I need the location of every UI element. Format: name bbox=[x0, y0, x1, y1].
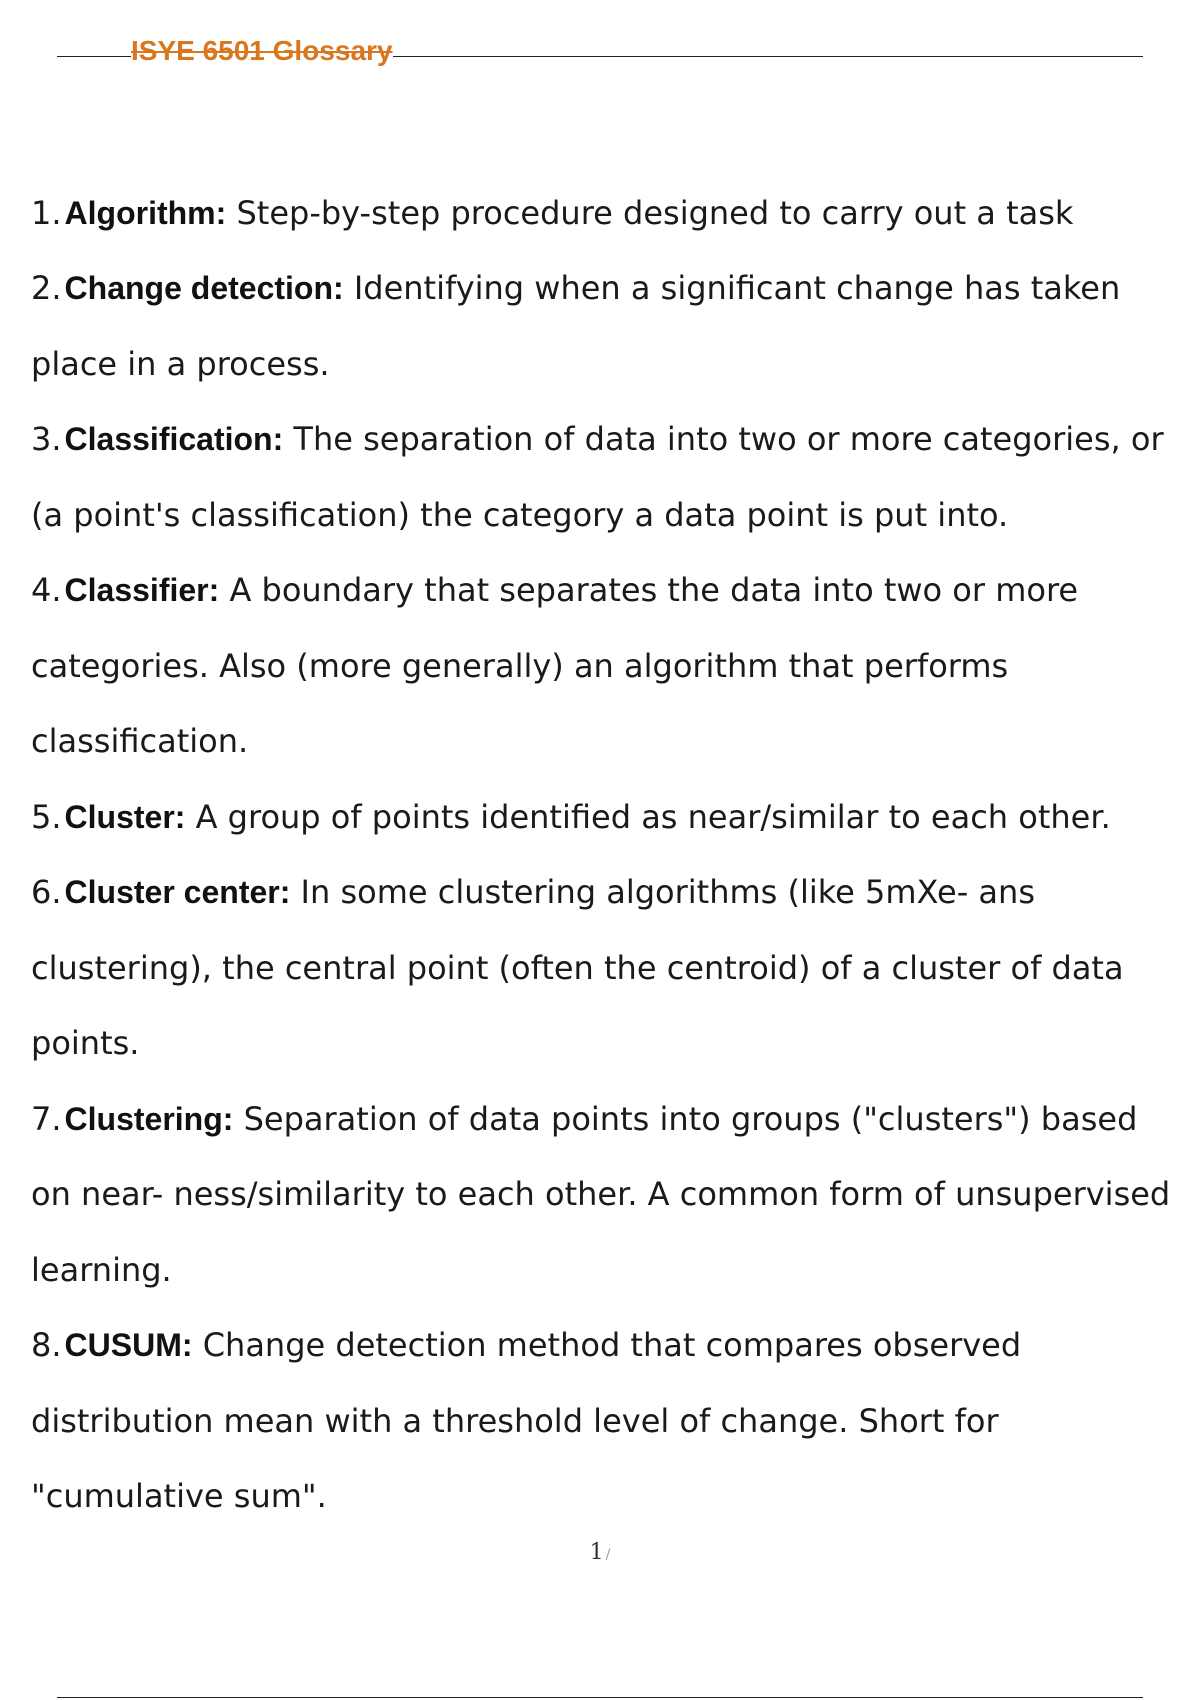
entry-number: 6. bbox=[31, 873, 62, 911]
entry-term: Cluster center: bbox=[64, 874, 291, 910]
entry-term: Classifier: bbox=[64, 572, 220, 608]
glossary-entry bbox=[31, 553, 1181, 780]
glossary-entry bbox=[31, 176, 1181, 251]
entry-term: CUSUM: bbox=[64, 1327, 193, 1363]
entry-number: 8. bbox=[31, 1326, 62, 1364]
entry-number: 1. bbox=[31, 194, 62, 232]
glossary-entry bbox=[31, 855, 1181, 1082]
footer-rule bbox=[57, 1697, 1143, 1698]
glossary-entry bbox=[31, 1082, 1181, 1309]
entry-term: Algorithm: bbox=[64, 195, 227, 231]
page-number-separator: / bbox=[605, 1547, 611, 1563]
glossary-entry bbox=[31, 1308, 1181, 1535]
entry-number: 2. bbox=[31, 269, 62, 307]
entry-definition: Identifying when a significant change has taken place in a process. bbox=[31, 269, 1121, 383]
entry-definition: In some clustering algorithms (like 5mXe- ans clustering), the central point (often the centroid) of a cluster of data points. bbox=[31, 873, 1124, 1062]
entry-definition: Change detection method that compares observed distribution mean with a threshold level of change. Short for "cumulative sum". bbox=[31, 1326, 1022, 1515]
entry-term: Classification: bbox=[64, 421, 284, 457]
entry-term: Cluster: bbox=[64, 798, 186, 835]
document-title: ISYE 6501 Glossary bbox=[131, 35, 393, 66]
glossary-list bbox=[31, 176, 1181, 1535]
entry-number: 4. bbox=[31, 571, 62, 609]
glossary-entry bbox=[31, 402, 1181, 553]
entry-definition: Step-by-step procedure designed to carry out a task bbox=[226, 194, 1074, 232]
entry-number: 7. bbox=[31, 1099, 62, 1138]
entry-term: Clustering: bbox=[64, 1100, 234, 1137]
entry-number: 3. bbox=[31, 420, 62, 458]
page-number-value: 1 bbox=[589, 1540, 604, 1565]
entry-definition: A group of points identified as near/similar to each other. bbox=[185, 797, 1111, 836]
entry-definition: The separation of data into two or more categories, or (a point's classification) the category a data point is put into. bbox=[31, 420, 1164, 534]
entry-number: 5. bbox=[31, 797, 62, 836]
page-number bbox=[0, 1540, 1200, 1565]
glossary-entry bbox=[31, 251, 1181, 402]
entry-term: Change detection: bbox=[64, 270, 344, 306]
glossary-entry bbox=[31, 780, 1181, 856]
entry-definition: Separation of data points into groups ("clusters") based on near- ness/similarity to each other. A common form of unsupervised learning. bbox=[31, 1099, 1171, 1289]
entry-definition: A boundary that separates the data into two or more categories. Also (more generally) an algorithm that performs classification. bbox=[31, 571, 1079, 760]
